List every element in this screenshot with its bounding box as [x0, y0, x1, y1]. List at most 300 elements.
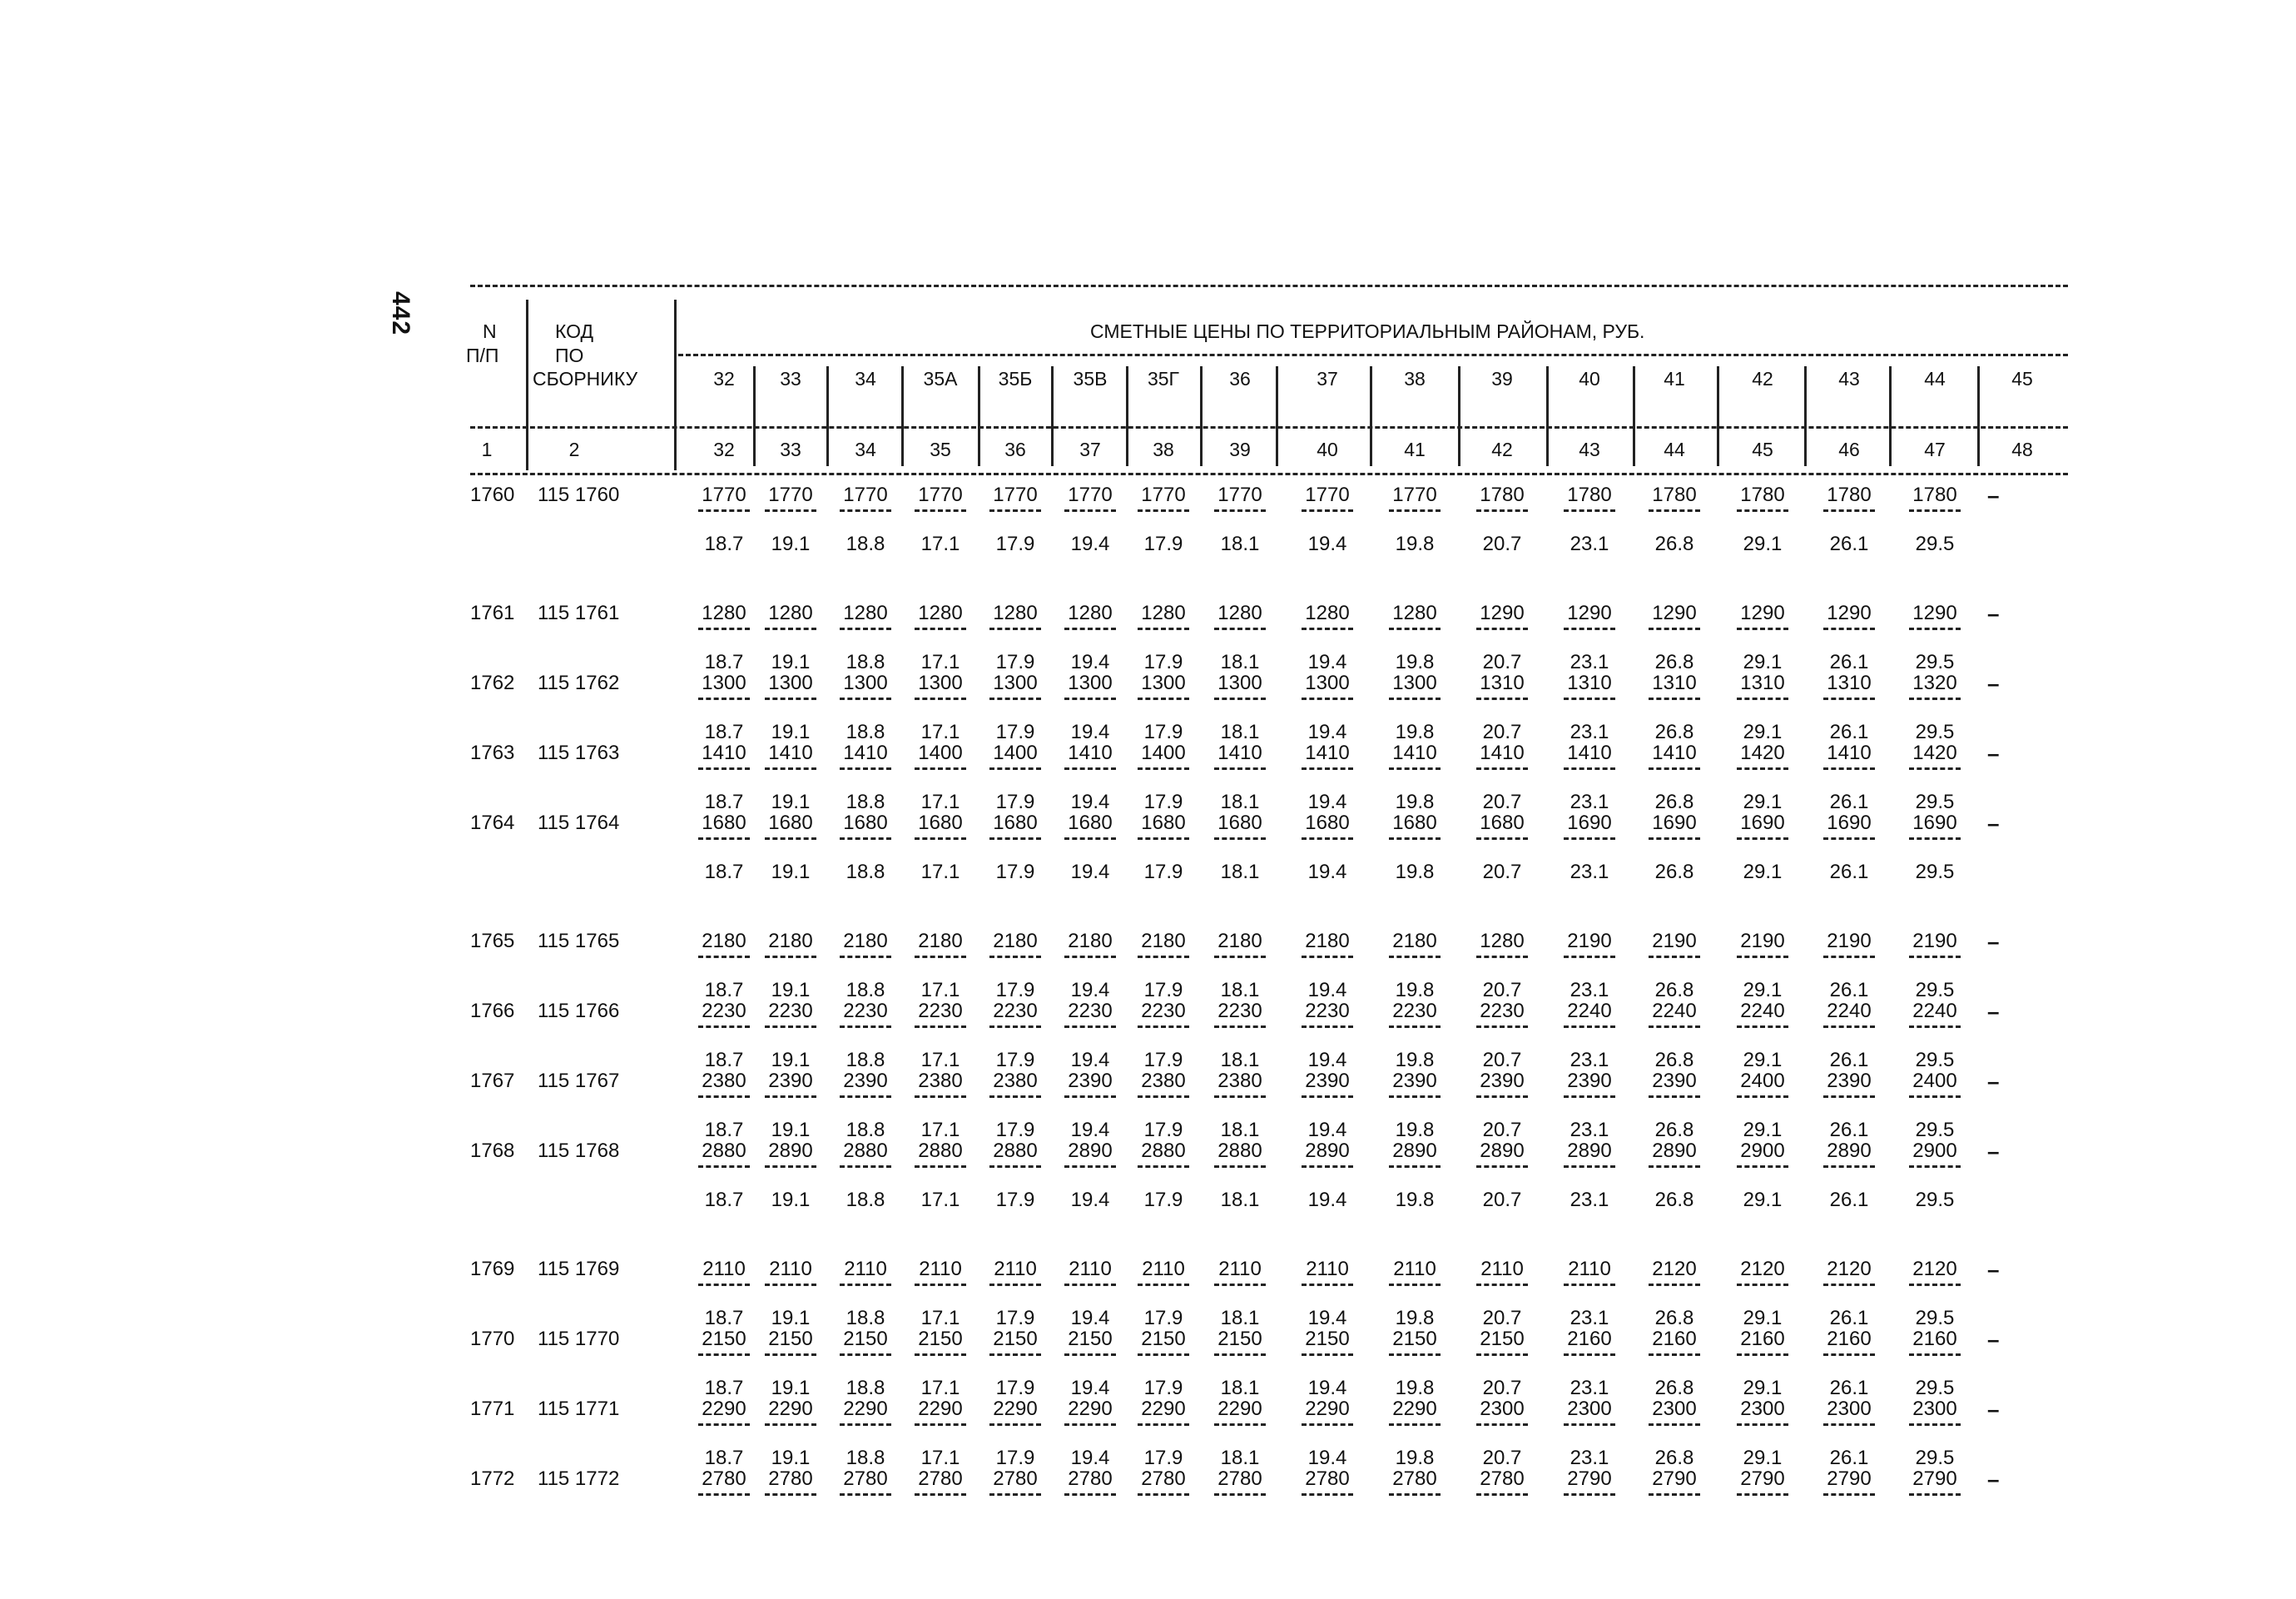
price-cell — [903, 603, 978, 673]
fraction-bar — [1389, 1493, 1441, 1496]
coefficient-value: 18.8 — [846, 791, 885, 813]
price-value: 2110 — [1142, 1258, 1185, 1280]
fraction-bar — [1737, 1423, 1788, 1426]
district-label: 32 — [713, 368, 735, 390]
price-cell — [903, 673, 978, 743]
fraction-bar — [698, 837, 750, 840]
price-cell — [1637, 1468, 1712, 1496]
fraction-bar — [1909, 1025, 1961, 1028]
price-value: 2150 — [1392, 1328, 1437, 1350]
fraction-bar — [1823, 509, 1875, 512]
price-cell — [1290, 812, 1365, 883]
coefficient-value: 19.8 — [1395, 1377, 1435, 1399]
price-cell — [1126, 603, 1201, 673]
price-value: 2160 — [1740, 1328, 1785, 1350]
coefficient-value: 18.7 — [704, 721, 744, 743]
fraction-bar — [1064, 1423, 1116, 1426]
fraction-bar — [1302, 1284, 1353, 1286]
price-value: 2780 — [843, 1467, 888, 1490]
row-code: 115 1771 — [538, 1398, 620, 1420]
district-label: 35Г — [1147, 368, 1180, 390]
price-cell — [828, 673, 903, 743]
coefficient-value: 19.4 — [1070, 1377, 1110, 1399]
fraction-bar — [1909, 698, 1961, 700]
price-value: 1410 — [843, 742, 888, 764]
price-value: 2240 — [1912, 1000, 1957, 1022]
price-cell — [753, 742, 828, 813]
fraction-bar — [840, 509, 891, 512]
fraction-bar — [840, 837, 891, 840]
coefficient-value: 20.7 — [1482, 1119, 1522, 1141]
price-value: 1300 — [768, 672, 813, 694]
coefficient-value: 23.1 — [1570, 533, 1609, 555]
price-value: 1280 — [1217, 602, 1262, 624]
price-value: 1410 — [1068, 742, 1113, 764]
coefficient-value: 29.1 — [1743, 1307, 1783, 1329]
coefficient-value: 19.8 — [1395, 1049, 1435, 1071]
row-number: 1770 — [470, 1328, 515, 1350]
price-value: 2880 — [843, 1140, 888, 1162]
price-value: 2180 — [1392, 930, 1437, 952]
fraction-bar — [1138, 509, 1189, 512]
coefficient-value: 19.4 — [1307, 533, 1347, 555]
price-cell — [1637, 1001, 1712, 1071]
fraction-bar — [1476, 1493, 1528, 1496]
price-cell — [687, 1398, 761, 1469]
price-value: 2180 — [702, 930, 746, 952]
coefficient-value: 18.8 — [846, 533, 885, 555]
coefficient-value: 29.5 — [1915, 1119, 1955, 1141]
price-value: 2160 — [1827, 1328, 1872, 1350]
price-value: 1320 — [1912, 672, 1957, 694]
price-value: 1680 — [1141, 812, 1186, 834]
coefficient-value: 26.1 — [1829, 721, 1869, 743]
header-vline — [1633, 366, 1635, 466]
price-cell — [1465, 484, 1540, 555]
price-cell — [1812, 931, 1887, 1001]
price-value: 1290 — [1567, 602, 1612, 624]
fraction-bar — [1737, 1165, 1788, 1168]
fraction-bar — [1649, 956, 1700, 958]
price-cell — [1552, 484, 1627, 555]
fraction-bar — [1909, 1353, 1961, 1356]
price-cell — [1725, 673, 1800, 743]
price-value: 2300 — [1827, 1398, 1872, 1420]
fraction-bar — [840, 1493, 891, 1496]
fraction-bar — [989, 1025, 1041, 1028]
coefficient-value: 20.7 — [1482, 721, 1522, 743]
price-value: 1300 — [843, 672, 888, 694]
fraction-bar — [1302, 509, 1353, 512]
price-cell — [1812, 1468, 1887, 1496]
price-value: 1400 — [918, 742, 963, 764]
row-number: 1769 — [470, 1258, 515, 1280]
price-value: 1770 — [918, 484, 963, 506]
fraction-bar — [1909, 1284, 1961, 1286]
price-value: 2300 — [1912, 1398, 1957, 1420]
price-cell — [1203, 673, 1277, 743]
fraction-bar — [1564, 509, 1615, 512]
row-number: 1760 — [470, 484, 515, 506]
coefficient-value: 19.1 — [771, 1119, 811, 1141]
price-cell — [1637, 673, 1712, 743]
price-cell — [1725, 1259, 1800, 1329]
fraction-bar — [1737, 1095, 1788, 1098]
empty-dash: – — [1987, 1397, 2000, 1422]
fraction-bar — [1823, 1493, 1875, 1496]
coefficient-value: 19.4 — [1070, 791, 1110, 813]
coefficient-value: 19.1 — [771, 1307, 811, 1329]
price-cell — [1897, 742, 1972, 813]
column-number: 35 — [930, 439, 951, 460]
price-cell — [687, 1328, 761, 1399]
price-cell — [978, 1001, 1053, 1071]
fraction-bar — [1649, 1284, 1700, 1286]
coefficient-value: 19.8 — [1395, 651, 1435, 673]
district-label: 37 — [1317, 368, 1338, 390]
price-cell — [1290, 673, 1365, 743]
coefficient-value: 17.9 — [1143, 1447, 1183, 1469]
price-cell — [1725, 603, 1800, 673]
price-cell — [1290, 603, 1365, 673]
column-number: 48 — [2011, 439, 2033, 460]
fraction-bar — [840, 1284, 891, 1286]
price-cell — [1126, 1328, 1201, 1399]
price-value: 1300 — [702, 672, 746, 694]
row-number: 1767 — [470, 1070, 515, 1092]
district-label: 39 — [1491, 368, 1513, 390]
fraction-bar — [915, 1025, 966, 1028]
fraction-bar — [1214, 628, 1266, 630]
price-value: 1280 — [1305, 602, 1350, 624]
fraction-bar — [1649, 837, 1700, 840]
coefficient-value: 29.5 — [1915, 1307, 1955, 1329]
coefficient-value: 17.1 — [920, 721, 960, 743]
coefficient-value: 19.1 — [771, 1377, 811, 1399]
coefficient-value: 29.1 — [1743, 651, 1783, 673]
coefficient-value: 23.1 — [1570, 861, 1609, 883]
price-cell — [1203, 742, 1277, 813]
price-cell — [1552, 1328, 1627, 1399]
fraction-bar — [1649, 767, 1700, 770]
price-value: 2890 — [1652, 1140, 1697, 1162]
coefficient-value: 26.8 — [1654, 1189, 1694, 1211]
coefficient-value: 26.1 — [1829, 979, 1869, 1001]
price-cell — [1552, 603, 1627, 673]
coefficient-value: 26.1 — [1829, 1189, 1869, 1211]
fraction-bar — [765, 1165, 816, 1168]
coefficient-value: 26.1 — [1829, 791, 1869, 813]
fraction-bar — [1389, 837, 1441, 840]
price-value: 1690 — [1652, 812, 1697, 834]
price-value: 1680 — [1480, 812, 1525, 834]
price-value: 2110 — [1393, 1258, 1436, 1280]
price-cell — [1812, 1070, 1887, 1141]
coefficient-value: 26.1 — [1829, 861, 1869, 883]
price-cell — [687, 742, 761, 813]
header-vline — [1804, 366, 1807, 466]
fraction-bar — [1564, 698, 1615, 700]
row-code: 115 1768 — [538, 1140, 620, 1162]
price-cell — [828, 484, 903, 555]
price-value: 1780 — [1652, 484, 1697, 506]
price-value: 1680 — [768, 812, 813, 834]
coefficient-value: 29.5 — [1915, 533, 1955, 555]
price-value: 2150 — [768, 1328, 813, 1350]
price-value: 2780 — [918, 1467, 963, 1490]
fraction-bar — [1909, 767, 1961, 770]
coefficient-value: 20.7 — [1482, 1377, 1522, 1399]
price-cell — [687, 1001, 761, 1071]
price-value: 2150 — [702, 1328, 746, 1350]
fraction-bar — [765, 1025, 816, 1028]
header-code-line1: КОД — [555, 320, 594, 342]
coefficient-value: 17.9 — [1143, 1049, 1183, 1071]
price-cell — [1203, 812, 1277, 883]
fraction-bar — [1389, 1165, 1441, 1168]
fraction-bar — [840, 1025, 891, 1028]
fraction-bar — [765, 1284, 816, 1286]
price-cell — [753, 1070, 828, 1141]
fraction-bar — [1476, 837, 1528, 840]
price-cell — [687, 603, 761, 673]
price-value: 2390 — [843, 1070, 888, 1092]
price-value: 1280 — [843, 602, 888, 624]
price-cell — [687, 931, 761, 1001]
price-value: 2230 — [1480, 1000, 1525, 1022]
fraction-bar — [1302, 1493, 1353, 1496]
fraction-bar — [1064, 956, 1116, 958]
price-cell — [1725, 931, 1800, 1001]
price-value: 1680 — [1068, 812, 1113, 834]
coefficient-value: 19.4 — [1070, 1049, 1110, 1071]
price-cell — [1465, 931, 1540, 1001]
fraction-bar — [1302, 1025, 1353, 1028]
price-cell — [753, 1398, 828, 1469]
price-value: 2180 — [1068, 930, 1113, 952]
price-value: 2300 — [1567, 1398, 1612, 1420]
coefficient-value: 26.8 — [1654, 533, 1694, 555]
empty-dash: – — [1987, 1257, 2000, 1282]
price-value: 1300 — [1068, 672, 1113, 694]
price-value: 2290 — [843, 1398, 888, 1420]
fraction-bar — [1823, 837, 1875, 840]
price-value: 1290 — [1480, 602, 1525, 624]
coefficient-value: 18.8 — [846, 1189, 885, 1211]
fraction-bar — [1214, 767, 1266, 770]
price-value: 1410 — [1567, 742, 1612, 764]
empty-dash: – — [1987, 1069, 2000, 1094]
fraction-bar — [1476, 956, 1528, 958]
price-value: 1300 — [1217, 672, 1262, 694]
fraction-bar — [1737, 628, 1788, 630]
fraction-bar — [698, 767, 750, 770]
price-value: 2890 — [1392, 1140, 1437, 1162]
price-value: 1280 — [768, 602, 813, 624]
fraction-bar — [989, 837, 1041, 840]
fraction-bar — [1214, 837, 1266, 840]
fraction-bar — [1064, 698, 1116, 700]
fraction-bar — [1138, 956, 1189, 958]
coefficient-value: 26.8 — [1654, 1447, 1694, 1469]
price-cell — [1290, 484, 1365, 555]
fraction-bar — [1737, 1284, 1788, 1286]
price-value: 1770 — [768, 484, 813, 506]
coefficient-value: 20.7 — [1482, 1189, 1522, 1211]
price-value: 1690 — [1740, 812, 1785, 834]
price-cell — [1897, 931, 1972, 1001]
fraction-bar — [1064, 1095, 1116, 1098]
coefficient-value: 17.9 — [995, 533, 1035, 555]
coefficient-value: 18.7 — [704, 651, 744, 673]
price-cell — [1203, 1328, 1277, 1399]
price-cell — [978, 1140, 1053, 1211]
column-number: 42 — [1491, 439, 1513, 460]
coefficient-value: 26.8 — [1654, 651, 1694, 673]
price-value: 2390 — [1392, 1070, 1437, 1092]
fraction-bar — [1737, 698, 1788, 700]
column-number: 41 — [1404, 439, 1426, 460]
price-cell — [753, 673, 828, 743]
coefficient-value: 19.1 — [771, 1447, 811, 1469]
price-cell — [1377, 1259, 1452, 1329]
price-cell — [978, 931, 1053, 1001]
price-cell — [1812, 603, 1887, 673]
fraction-bar — [1214, 1493, 1266, 1496]
fraction-bar — [1064, 628, 1116, 630]
coefficient-value: 18.1 — [1220, 1377, 1260, 1399]
price-value: 1290 — [1827, 602, 1872, 624]
price-cell — [1552, 1140, 1627, 1211]
price-value: 2230 — [843, 1000, 888, 1022]
fraction-bar — [1564, 628, 1615, 630]
coefficient-value: 19.1 — [771, 721, 811, 743]
fraction-bar — [1389, 1284, 1441, 1286]
fraction-bar — [1909, 1423, 1961, 1426]
price-value: 1290 — [1912, 602, 1957, 624]
price-value: 2880 — [1141, 1140, 1186, 1162]
price-value: 2290 — [768, 1398, 813, 1420]
coefficient-value: 18.7 — [704, 533, 744, 555]
coefficient-value: 19.4 — [1070, 1189, 1110, 1211]
fraction-bar — [1649, 509, 1700, 512]
coefficient-value: 17.1 — [920, 791, 960, 813]
fraction-bar — [989, 956, 1041, 958]
coefficient-value: 18.8 — [846, 1447, 885, 1469]
coefficient-value: 19.4 — [1307, 1307, 1347, 1329]
price-value: 2230 — [1392, 1000, 1437, 1022]
column-number: 47 — [1924, 439, 1946, 460]
fraction-bar — [1823, 1284, 1875, 1286]
fraction-bar — [1564, 956, 1615, 958]
column-number: 44 — [1664, 439, 1685, 460]
column-number: 2 — [568, 439, 580, 460]
fraction-bar — [1649, 628, 1700, 630]
price-value: 1410 — [1217, 742, 1262, 764]
fraction-bar — [698, 1025, 750, 1028]
price-cell — [1897, 1259, 1972, 1329]
price-cell — [1465, 1001, 1540, 1071]
fraction-bar — [1737, 837, 1788, 840]
fraction-bar — [765, 1353, 816, 1356]
price-cell — [828, 1259, 903, 1329]
price-cell — [828, 1070, 903, 1141]
price-cell — [1377, 603, 1452, 673]
price-cell — [1290, 931, 1365, 1001]
coefficient-value: 29.1 — [1743, 861, 1783, 883]
fraction-bar — [989, 1423, 1041, 1426]
price-value: 1300 — [1392, 672, 1437, 694]
price-value: 2110 — [1568, 1258, 1611, 1280]
fraction-bar — [1064, 1284, 1116, 1286]
coefficient-value: 18.1 — [1220, 979, 1260, 1001]
price-value: 2160 — [1912, 1328, 1957, 1350]
fraction-bar — [1564, 1284, 1615, 1286]
price-value: 2880 — [702, 1140, 746, 1162]
fraction-bar — [1823, 1423, 1875, 1426]
coefficient-value: 17.1 — [920, 1307, 960, 1329]
price-value: 1690 — [1827, 812, 1872, 834]
fraction-bar — [1476, 698, 1528, 700]
coefficient-value: 20.7 — [1482, 861, 1522, 883]
coefficient-value: 17.9 — [1143, 979, 1183, 1001]
price-value: 1770 — [843, 484, 888, 506]
price-value: 1410 — [1652, 742, 1697, 764]
empty-dash: – — [1987, 1139, 2000, 1164]
coefficient-value: 17.1 — [920, 1377, 960, 1399]
price-cell — [1290, 742, 1365, 813]
row-number: 1772 — [470, 1467, 515, 1490]
price-cell — [1897, 1001, 1972, 1071]
coefficient-value: 19.1 — [771, 1189, 811, 1211]
price-cell — [1897, 1140, 1972, 1211]
fraction-bar — [1564, 767, 1615, 770]
district-label: 42 — [1752, 368, 1773, 390]
coefficient-value: 17.9 — [995, 1189, 1035, 1211]
row-code: 115 1760 — [538, 484, 620, 506]
price-cell — [1812, 673, 1887, 743]
price-value: 2120 — [1652, 1258, 1697, 1280]
coefficient-value: 26.1 — [1829, 1377, 1869, 1399]
price-cell — [828, 1468, 903, 1496]
price-value: 2230 — [1141, 1000, 1186, 1022]
row-number: 1765 — [470, 930, 515, 952]
fraction-bar — [1909, 509, 1961, 512]
fraction-bar — [1214, 1025, 1266, 1028]
price-cell — [687, 1070, 761, 1141]
price-cell — [978, 1468, 1053, 1496]
district-label: 41 — [1664, 368, 1685, 390]
coefficient-value: 19.1 — [771, 651, 811, 673]
row-number: 1771 — [470, 1398, 515, 1420]
fraction-bar — [1476, 628, 1528, 630]
coefficient-value: 29.5 — [1915, 651, 1955, 673]
price-cell — [978, 1398, 1053, 1469]
price-cell — [1053, 1328, 1128, 1399]
coefficient-value: 18.7 — [704, 791, 744, 813]
price-cell — [753, 484, 828, 555]
coefficient-value: 18.1 — [1220, 1119, 1260, 1141]
fraction-bar — [1476, 1423, 1528, 1426]
price-value: 2290 — [1141, 1398, 1186, 1420]
price-cell — [1053, 1259, 1128, 1329]
price-cell — [1053, 1140, 1128, 1211]
coefficient-value: 26.8 — [1654, 861, 1694, 883]
price-value: 2150 — [1480, 1328, 1525, 1350]
coefficient-value: 19.1 — [771, 979, 811, 1001]
fraction-bar — [1649, 1423, 1700, 1426]
fraction-bar — [1649, 1353, 1700, 1356]
